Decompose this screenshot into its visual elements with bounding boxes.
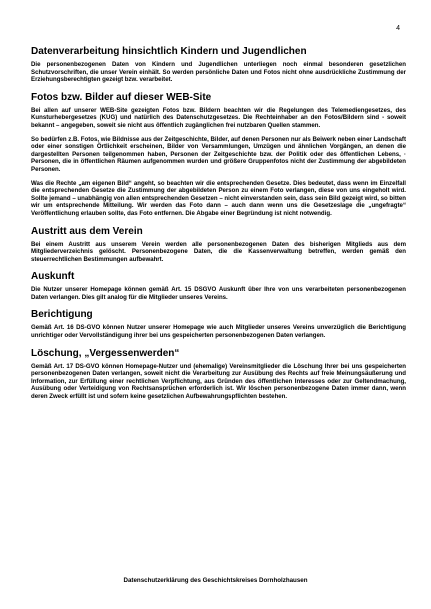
section-paragraph: Gemäß Art. 17 DS-GVO können Homepage-Nutzer und (ehemalige) Vereinsmitglieder die Löschung Ihrer bei uns gespeicherten personenbezogenen Daten verlangen, soweit nicht die Verarbeitung zur Ausübung des Rechts auf freie Meinungsäußerung und Information, zur Erfüllung einer rechtlichen Verpflichtung, aus Gründen des öffentlichen Interesses oder zur Geltendmachung, Ausübung oder Verteidigung von Rechtsansprüchen erforderlich ist. Wir löschen personenbezogene Daten immer dann, wenn deren Zweck erfüllt ist und sofern keine gesetzlichen Aufbewahrungspflichten bestehen. bbox=[31, 362, 406, 401]
section-information bbox=[31, 271, 406, 301]
page-number: 4 bbox=[396, 25, 400, 32]
section-title: Löschung, „Vergessenwerden“ bbox=[31, 347, 180, 359]
section-title: Berichtigung bbox=[31, 309, 93, 321]
section-photos bbox=[31, 92, 406, 218]
section-paragraph: Bei allen auf unserer WEB-Site gezeigten Fotos bzw. Bildern beachten wir die Regelungen des Telemediengesetzes, des Kunsturhebergesetzes (KUG) und natürlich des Datenschutzgesetzes. Die Rechteinhaber an den Fotos/Bildern sind - soweit bekannt – angegeben, soweit sie nicht aus öffentlich zugänglichen frei nutzbaren Quellen stammen. bbox=[31, 106, 406, 129]
section-paragraph: Bei einem Austritt aus unserem Verein werden alle personenbezogenen Daten des bisherigen Mitglieds aus dem Mitgliederverzeichnis gelöscht. Personenbezogene Daten, die die Kassenverwaltung betreffen, werden gemäß den steuerrechtlichen Bestimmungen aufbewahrt. bbox=[31, 240, 406, 263]
section-paragraph: So bedürfen z.B. Fotos, wie Bildnisse aus der Zeitgeschichte, Bilder, auf denen Personen nur als Beiwerk neben einer Landschaft oder einer sonstigen Örtlichkeit erscheinen, Bilder von Versammlungen, Umzügen und ähnlichen Vorgängen, an denen die dargestellten Personen teilgenommen haben, Personen der Zeitgeschichte bzw. der Politik oder des öffentlichen Lebens, · Personen, die in öffentlichen Räumen aufgenommen wurden und größere Gruppenfotos nicht der Zustimmung der abgebildeten Personen. bbox=[31, 135, 406, 173]
section-title: Austritt aus dem Verein bbox=[31, 225, 143, 237]
section-deletion bbox=[31, 348, 406, 401]
section-paragraph: Die Nutzer unserer Homepage können gemäß Art. 15 DSGVO Auskunft über Ihre von uns verarbeiteten personenbezogenen Daten verlangen. Dies gilt analog für die Mitglieder unseres Vereins. bbox=[31, 286, 406, 301]
section-paragraph: Gemäß Art. 16 DS-GVO können Nutzer unserer Homepage wie auch Mitglieder unseres Vereins unverzüglich die Berichtigung unrichtiger oder Vervollständigung ihrer bei uns gespeicherten personenbezogenen Daten verlangen. bbox=[31, 324, 406, 340]
section-title: Datenverarbeitung hinsichtlich Kindern und Jugendlichen bbox=[31, 46, 307, 57]
section-paragraph: Was die Rechte „am eigenen Bild“ angeht, so beachten wir die entsprechenden Gesetze. Dies bedeutet, dass wenn im Einzelfall die entsprechenden Gesetze die Zustimmung der abgebildeten Person zu einem Foto verlangen, diese von uns eingeholt wird. Sollte jemand – unabhängig von allen entsprechenden Gesetzen – nicht einverstanden sein, dass sein Bild gezeigt wird, so bitten wir um entsprechende Mitteilung. Wir werden das Foto dann – auch dann wenn uns die Gesetzeslage die „ungefragte“ Veröffentlichung erlauben sollte, das Foto entfernen. Die Abgabe einer Begründung ist nicht notwendig. bbox=[31, 179, 406, 217]
section-correction bbox=[31, 309, 406, 339]
document-body bbox=[31, 46, 406, 409]
section-children-data bbox=[31, 46, 406, 84]
section-title: Auskunft bbox=[31, 271, 75, 283]
section-paragraph: Die personenbezogenen Daten von Kindern und Jugendlichen unterliegen noch einmal besonderen gesetzlichen Schutzvorschriften, die unser Verein einhält. So werden persönliche Daten und Fotos nicht ohne ausdrückliche Zustimmung der Erziehungsberechtigten gezeigt bzw. verarbeitet. bbox=[31, 61, 406, 84]
section-membership-exit bbox=[31, 226, 406, 264]
section-title: Fotos bzw. Bilder auf dieser WEB-Site bbox=[31, 91, 212, 103]
page-footer: Datenschutzerklärung des Geschichtskreises Dornholzhausen bbox=[123, 577, 308, 584]
